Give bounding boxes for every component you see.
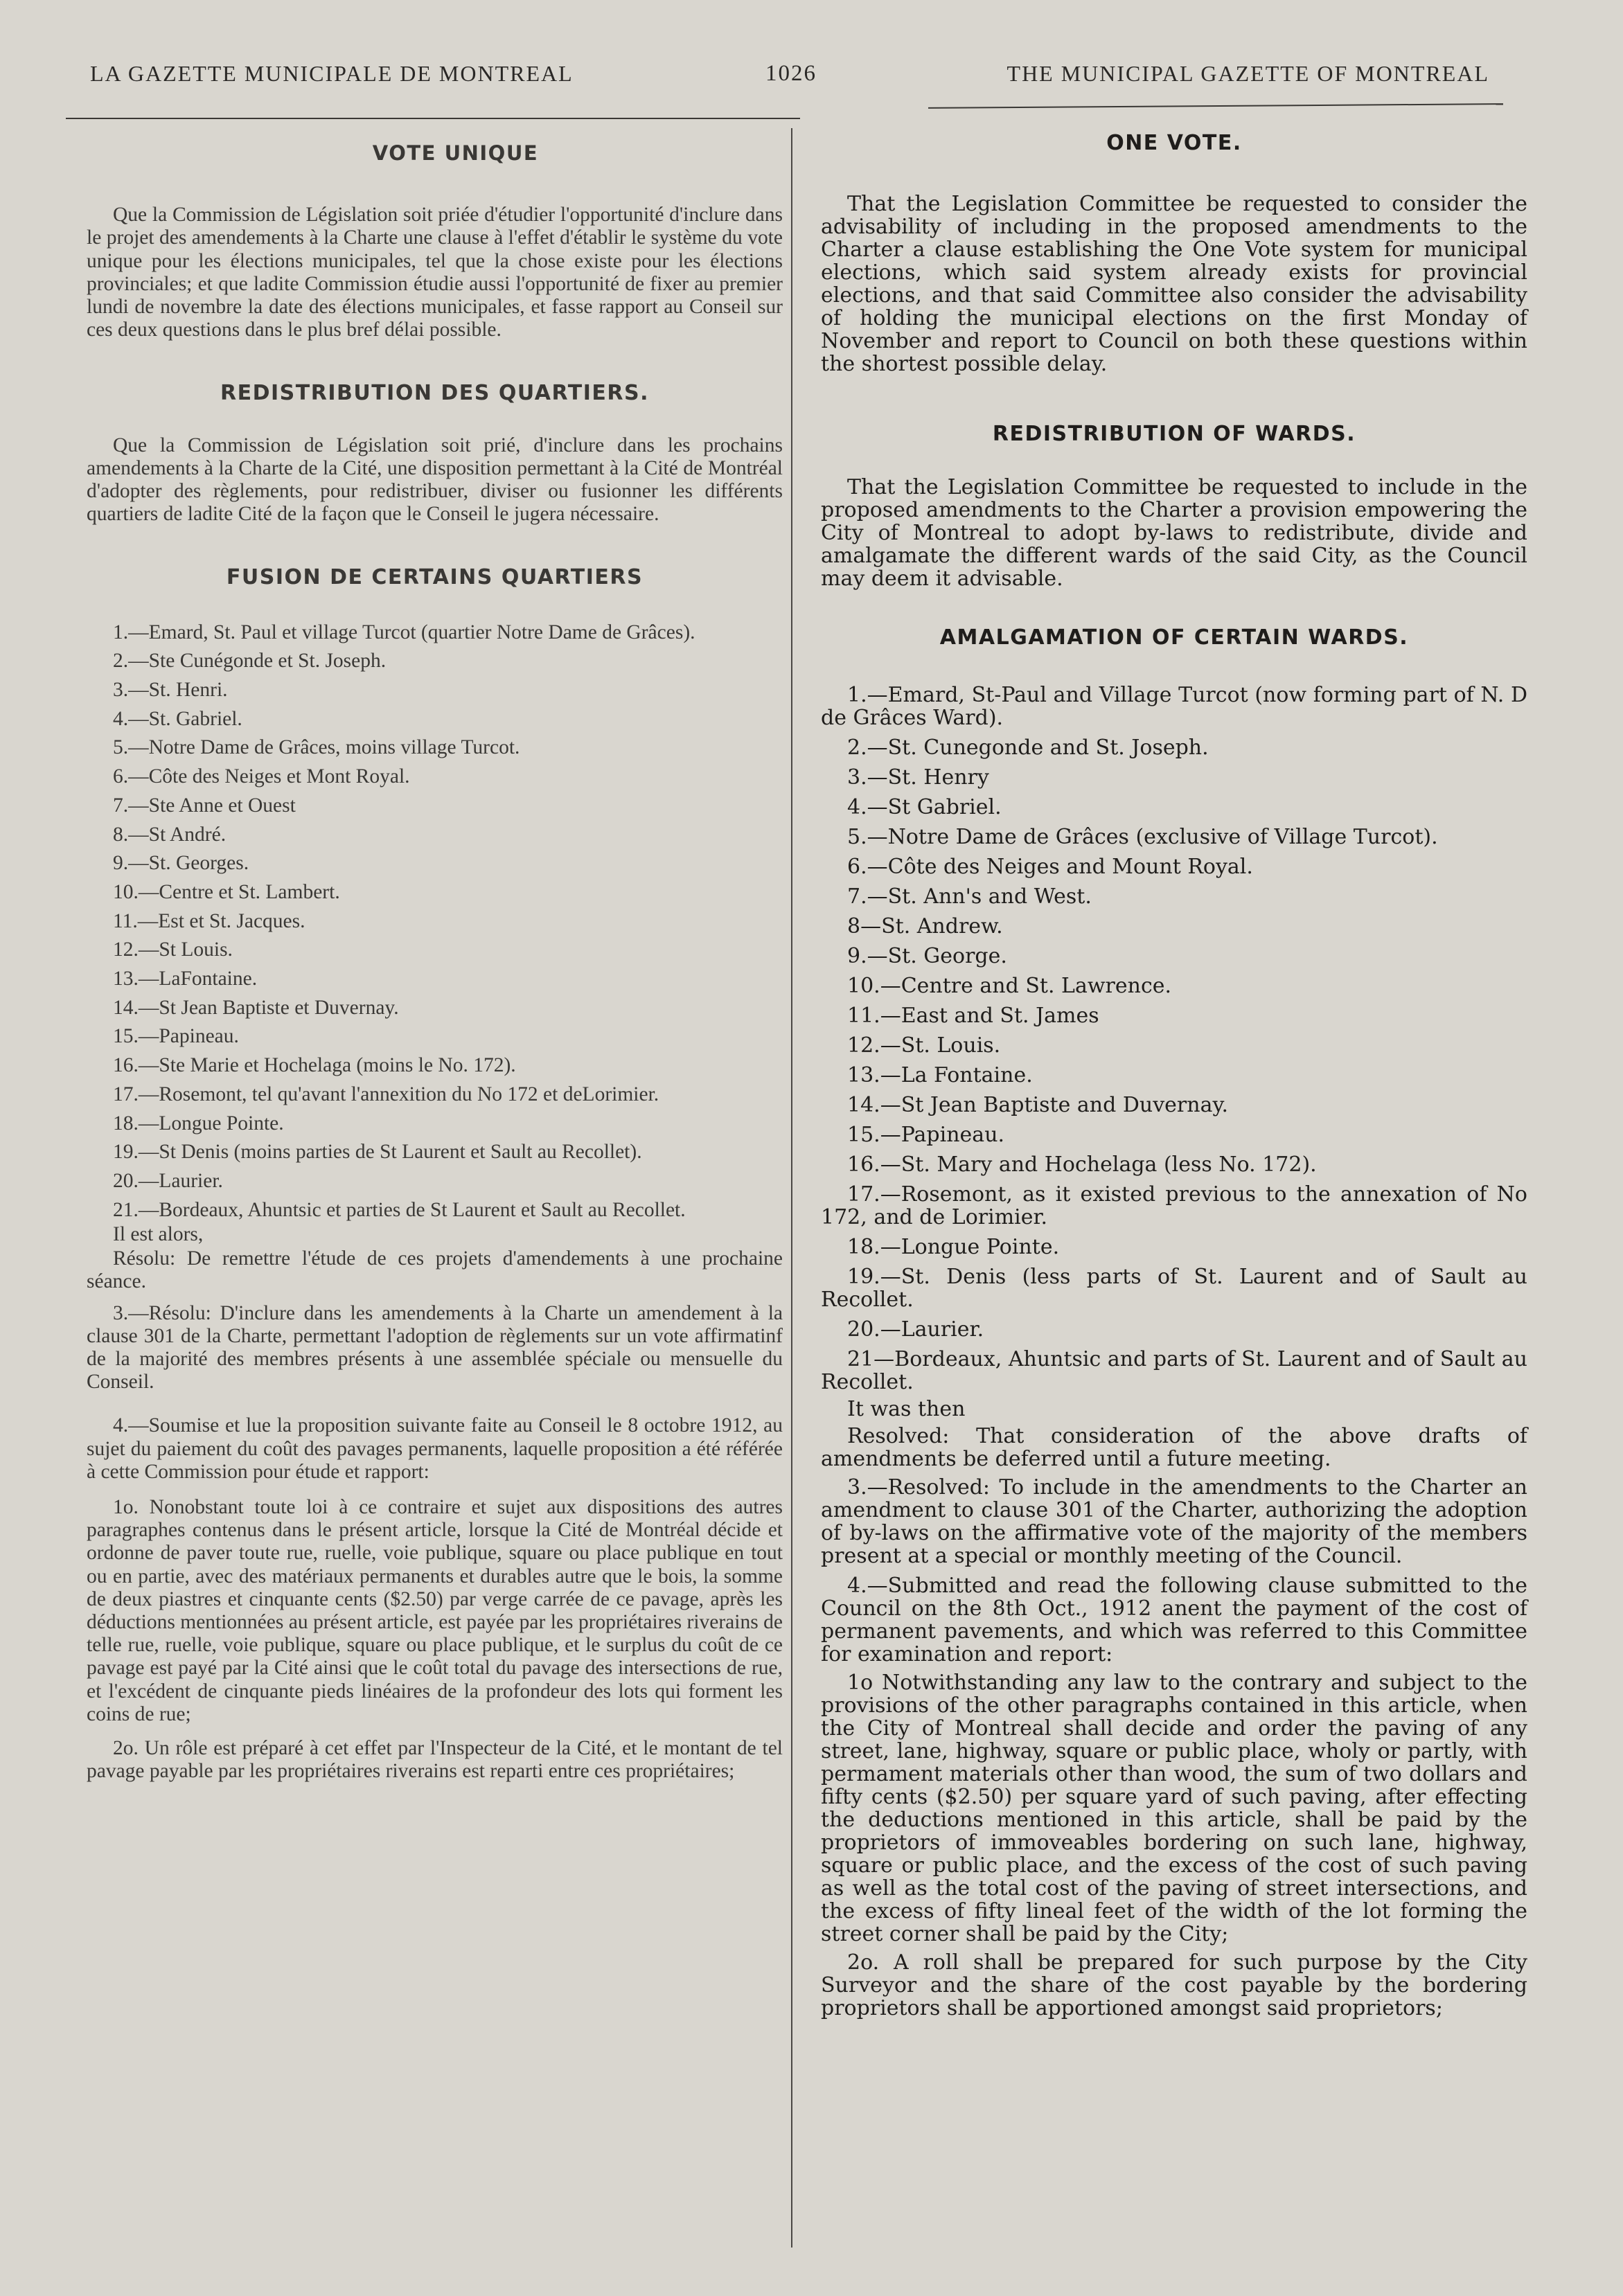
list-item: 18.—Longue Pointe. [847,1235,1060,1259]
list-item: 17.—Rosemont, as it existed previous to the annexation of No 172, and de Lorimier. [821,1182,1527,1229]
list-item: 14.—St Jean Baptiste et Duvernay. [113,996,399,1019]
list-item: 16.—Ste Marie et Hochelaga (moins le No. 172). [113,1054,516,1077]
list-item: 2.—St. Cunegonde and St. Joseph. [847,736,1209,760]
list-item: 11.—Est et St. Jacques. [113,909,305,932]
paragraph-one-vote: That the Legislation Committee be requested to consider the advisability of including in the proposed amendments to the Charter a clause establishing the One Vote system for municipal elections, which said system already exists for provincial elections, and that said Committee also consider the advisability of holding the municipal elections on the first Monday of November and report to Council on both these questions within the shortest possible delay. [821,192,1527,376]
paragraph-clause-1-en: 1o Notwithstanding any law to the contrary and subject to the provisions of the other paragraphs contained in this article, when the City of Montreal shall decide and order the paving of any street, lane, highway, square or public place, wholy or partly, with permament materials other than wood, the sum of two dollars and fifty cents ($2.50) per square yard of such paving, after effecting the deductions mentioned in this article, shall be paid by the proprietors of immoveables bordering on such lane, highway, square or public place, and the excess of the cost of such paving as well as the total cost of the paving of street intersections, and the excess of fifty lineal feet of the width of the lot forming the street corner shall be paid by the City; [821,1671,1527,1946]
list-item: 19.—St. Denis (less parts of St. Laurent and of Sault au Recollet. [821,1265,1527,1312]
header-title-en: THE MUNICIPAL GAZETTE OF MONTREAL [1006,61,1489,86]
heading-redistribution-en: REDISTRIBUTION OF WARDS. [992,422,1356,446]
list-item: 10.—Centre et St. Lambert. [113,880,340,903]
list-item: 20.—Laurier. [113,1170,223,1192]
heading-fusion: FUSION DE CERTAINS QUARTIERS [226,565,644,590]
list-item: 20.—Laurier. [847,1317,984,1342]
paragraph-clause-1-fr: 1o. Nonobstant toute loi à ce contraire et sujet aux dispositions des autres paragraphes contenus dans le présent article, lorsque la Cité de Montréal décide et ordonne de paver toute rue, ruelle, voie publique, square ou place publique en tout ou en partie, avec des matériaux permanents et durables autre que le bois, la somme de deux piastres et cinquante cents ($2.50) par verge carrée de ce pavage, après les déductions mentionnées au présent article, est payée par les propriétaires riverains de telle rue, ruelle, voie publique, square ou place publique, et le surplus du coût de ce pavage est payé par la Cité ainsi que le coût total du pavage des intersections de rue, et l'excédent de cinquante pieds linéaires de la profondeur des lots qui forment les coins de rue; [87,1495,783,1725]
header-rule-right [928,103,1503,109]
paragraph-proposal-4-fr: 4.—Soumise et lue la proposition suivante faite au Conseil le 8 octobre 1912, au sujet du paiement du coût des pavages permanents, laquelle proposition a été référée à cette Commission pour étude et rapport: [87,1414,783,1483]
list-item: 5.—Notre Dame de Grâces, moins village Turcot. [113,736,520,759]
list-item: 1.—Emard, St. Paul et village Turcot (quartier Notre Dame de Grâces). [113,621,695,643]
ward-list-en [821,684,1527,1394]
paragraph-clause-2-en: 2o. A roll shall be prepared for such purpose by the City Surveyor and the share of the cost payable by the bordering proprietors shall be apportioned amongst said proprietors; [821,1950,1527,2020]
list-item: 13.—La Fontaine. [847,1063,1033,1087]
list-item: 12.—St. Louis. [847,1033,1001,1058]
paragraph-alors: Il est alors, [113,1222,204,1245]
list-item: 18.—Longue Pointe. [113,1112,284,1134]
list-item: 13.—LaFontaine. [113,968,258,990]
list-item: 4.—St Gabriel. [847,795,1002,819]
ward-list-fr [87,621,783,1222]
list-item: 1.—Emard, St-Paul and Village Turcot (now forming part of N. D de Grâces Ward). [821,683,1527,730]
paragraph-resolu: Résolu: De remettre l'étude de ces projets d'amendements à une prochaine séance. [87,1247,783,1293]
list-item: 19.—St Denis (moins parties de St Laurent et Sault au Recollet). [113,1141,642,1164]
list-item: 3.—St. Henri. [113,679,228,702]
list-item: 16.—St. Mary and Hochelaga (less No. 172). [847,1153,1317,1177]
paragraph-vote-unique: Que la Commission de Législation soit priée d'étudier l'opportunité d'inclure dans le projet des amendements à la Charte une clause à l'effet d'établir le système du vote unique pour les élections municipales, tel que la chose existe pour les élections provinciales; et que ladite Commission étudie aussi l'opportunité de fixer au premier lundi de novembre la date des élections municipales, et fasse rapport au Conseil sur ces deux questions dans le plus bref délai possible. [87,204,783,341]
heading-amalgamation: AMALGAMATION OF CERTAIN WARDS. [939,625,1409,650]
heading-vote-unique: VOTE UNIQUE [372,141,539,165]
column-divider [791,128,792,2248]
paragraph-redistribution-fr: Que la Commission de Législation soit prié, d'inclure dans les prochains amendements à la Charte de la Cité, une disposition permettant à la Cité de Montréal d'adopter des règlements, pour redistribuer, diviser ou fusionner les différents quartiers de ladite Cité de la façon que le Conseil le jugera nécessaire. [87,434,783,526]
list-item: 4.—St. Gabriel. [113,707,242,730]
list-item: 7.—Ste Anne et Ouest [113,794,296,817]
list-item: 6.—Côte des Neiges and Mount Royal. [847,855,1253,879]
list-item: 12.—St Louis. [113,938,233,961]
paragraph-then: It was then [847,1397,966,1421]
list-item: 17.—Rosemont, tel qu'avant l'annexition du No 172 et deLorimier. [113,1083,659,1105]
list-item: 9.—St. Georges. [113,852,249,875]
paragraph-resolved: Resolved: That consideration of the above drafts of amendments be deferred until a future meeting. [821,1424,1527,1471]
header-rule-left [66,118,800,119]
paragraph-redistribution-en: That the Legislation Committee be requested to include in the proposed amendments to the Charter a provision empowering the City of Montreal to adopt by-laws to redistribute, divide and amalgamate the different wards of the said City, as the Council may deem it advisable. [821,475,1527,591]
list-item: 15.—Papineau. [847,1123,1005,1147]
paragraph-proposal-4-en: 4.—Submitted and read the following clause submitted to the Council on the 8th Oct., 1912 anent the payment of the cost of permanent pavements, and which was referred to this Committee for examination and report: [821,1574,1527,1666]
list-item: 21—Bordeaux, Ahuntsic and parts of St. Laurent and of Sault au Recollet. [821,1347,1527,1394]
list-item: 3.—St. Henry [847,765,989,790]
paragraph-clause-2-fr: 2o. Un rôle est préparé à cet effet par l'Inspecteur de la Cité, et le montant de tel pavage payable par les propriétaires riverains est reparti entre ces propriétaires; [87,1736,783,1783]
header-title-fr: LA GAZETTE MUNICIPALE DE MONTREAL [90,61,574,86]
heading-one-vote: ONE VOTE. [1106,131,1242,155]
list-item: 6.—Côte des Neiges et Mont Royal. [113,765,410,788]
list-item: 15.—Papineau. [113,1025,239,1048]
list-item: 8.—St André. [113,823,227,846]
list-item: 11.—East and St. James [847,1004,1099,1028]
list-item: 14.—St Jean Baptiste and Duvernay. [847,1093,1228,1117]
heading-redistribution-fr: REDISTRIBUTION DES QUARTIERS. [220,381,649,406]
list-item: 21.—Bordeaux, Ahuntsic et parties de St Laurent et Sault au Recollet. [113,1198,686,1221]
list-item: 7.—St. Ann's and West. [847,884,1092,909]
english-column [821,132,1527,2020]
list-item: 10.—Centre and St. Lawrence. [847,974,1172,998]
paragraph-resolution-3-en: 3.—Resolved: To include in the amendments to the Charter an amendment to clause 301 of the Charter, authorizing the adoption of by-laws on the affirmative vote of the majority of the members present at a special or monthly meeting of the Council. [821,1475,1527,1568]
list-item: 5.—Notre Dame de Grâces (exclusive of Village Turcot). [847,825,1438,849]
page-number: 1026 [765,61,817,86]
list-item: 8—St. Andrew. [847,914,1003,938]
running-head [90,61,1489,96]
paragraph-resolution-3-fr: 3.—Résolu: D'inclure dans les amendements à la Charte un amendement à la clause 301 de la Charte, permettant l'adoption de règlements sur un vote affirmatinf de la majorité des membres présents à une assemblée spéciale ou mensuelle du Conseil. [87,1301,783,1394]
french-column [87,142,783,1783]
list-item: 9.—St. George. [847,944,1007,968]
list-item: 2.—Ste Cunégonde et St. Joseph. [113,650,387,673]
